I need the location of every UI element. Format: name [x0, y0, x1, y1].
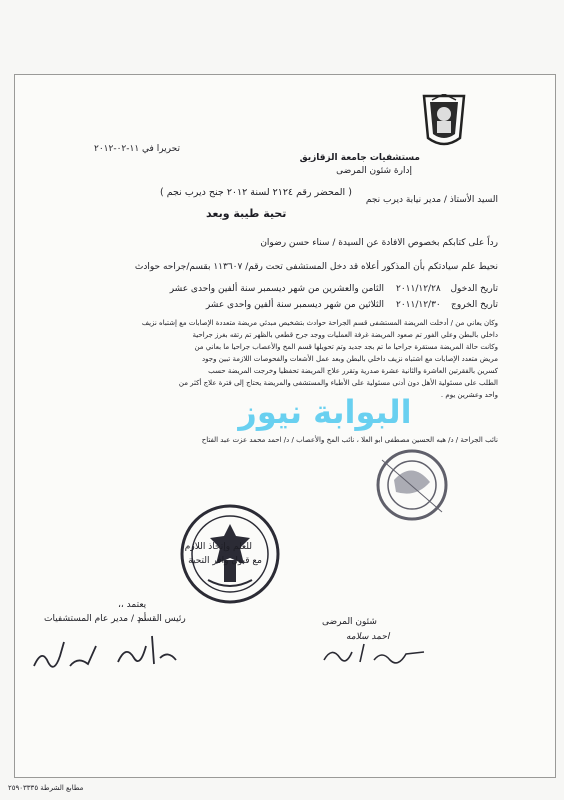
report-line-7: واحد وعشرين يوم . — [440, 391, 498, 399]
clerk-name: احمد سلامه — [346, 632, 390, 642]
round-stamp-icon — [372, 440, 452, 530]
site-watermark: البوابة نيوز — [238, 393, 412, 431]
department-name: إدارة شئون المرضى — [336, 166, 412, 176]
patient-affairs-signature-icon — [320, 640, 430, 670]
closing-line-2: مع قبول وافر التحية — [188, 556, 262, 566]
reply-intro: رداً على كتابكم بخصوص الافادة عن السيدة / سناء حسن رضوان — [260, 238, 498, 248]
closing-line-1: للعلم وإتخاذ اللازم — [184, 542, 252, 552]
department-head-title: رئيس القسم — [138, 614, 186, 624]
report-line-1: وكان يعاني من / أدخلت المريضة المستشفى قسم الجراحة حوادث بتشخيص مبدئي مريضة متعددة الإصابات مع إشتباه نزيف — [141, 319, 498, 327]
department-head-signature-icon — [112, 628, 182, 672]
director-title: أ.د / مدير عام المستشفيات — [44, 614, 147, 624]
print-reference: مطابع الشرطة ٢٥٩٠٣٣٣٥ — [8, 784, 84, 792]
university-logo-icon — [420, 94, 468, 150]
discharge-date-words: الثلاثين من شهر ديسمبر سنة ألفين واحدى عشر — [205, 300, 384, 310]
report-line-3: وكانت حالة المريضة مستقرة جراحيا ما تم بجد جديد وتم تحويلها قسم المخ والأعصاب جراحيا ما بعاني من — [194, 343, 498, 351]
doctors-line: نائب الجراحة / د/ هبه الحسين مصطفى ابو العلا ، نائب المخ والأعصاب / د/ احمد محمد عزت عبد الفتاح — [201, 436, 498, 444]
document-date: تحريرا في ١١-٠٢-٢٠١٢ — [94, 144, 180, 154]
approval-label: يعتمد ،، — [118, 600, 147, 610]
discharge-label: تاريخ الخروج — [451, 300, 498, 310]
report-line-6: الطلب على مسئولية الأهل دون أدنى مسئولية على الأطباء والمستشفى والمريضة يحتاج إلى فترة علاج أكثر من — [178, 379, 498, 387]
addressee-line: السيد الأستاذ / مدير نيابة ديرب نجم — [365, 195, 498, 205]
greeting-line: تحية طيبة وبعد — [206, 207, 287, 220]
case-reference: ( المحضر رقم ٢١٢٤ لسنة ٢٠١٢ جنح ديرب نجم ) — [160, 187, 352, 198]
report-line-4: مريض متعدد الإصابات مع اشتباه نزيف داخلي بالبطن وبعد عمل الأشعات والفحوصات اللازمة تبين وجود — [202, 355, 498, 363]
report-line-2: داخلي بالبطن وعلي الفور تم صعود المريضة غرفة العمليات ووجد جرح قطعي بالظهر تم رتقه بغرز جراحية — [192, 331, 498, 339]
admission-date-words: الثامن والعشرين من شهر ديسمبر سنة ألفين واحدى عشر — [169, 284, 384, 294]
admission-date: ٢٠١١/١٢/٢٨ — [396, 284, 441, 294]
report-line-5: كسرين بالفقرتين العاشرة والثانية عشرة صدرية وتقرر علاج المريضة تحفظيا وخرجت المريضة حسب — [208, 367, 498, 375]
official-eagle-seal-icon — [178, 500, 283, 608]
discharge-date: ٢٠١١/١٢/٣٠ — [396, 300, 441, 310]
institution-name: مستشفيات جامعة الزقازيق — [299, 153, 420, 163]
admission-label: تاريخ الدخول — [450, 284, 498, 294]
notice-line: نحيط علم سيادتكم بأن المذكور أعلاه قد دخل المستشفى تحت رقم/ ١١٣٦٠٧ بقسم/جراحه حوادث — [134, 262, 498, 272]
patient-affairs-title: شئون المرضى — [322, 617, 377, 627]
director-signature-icon — [30, 636, 100, 676]
